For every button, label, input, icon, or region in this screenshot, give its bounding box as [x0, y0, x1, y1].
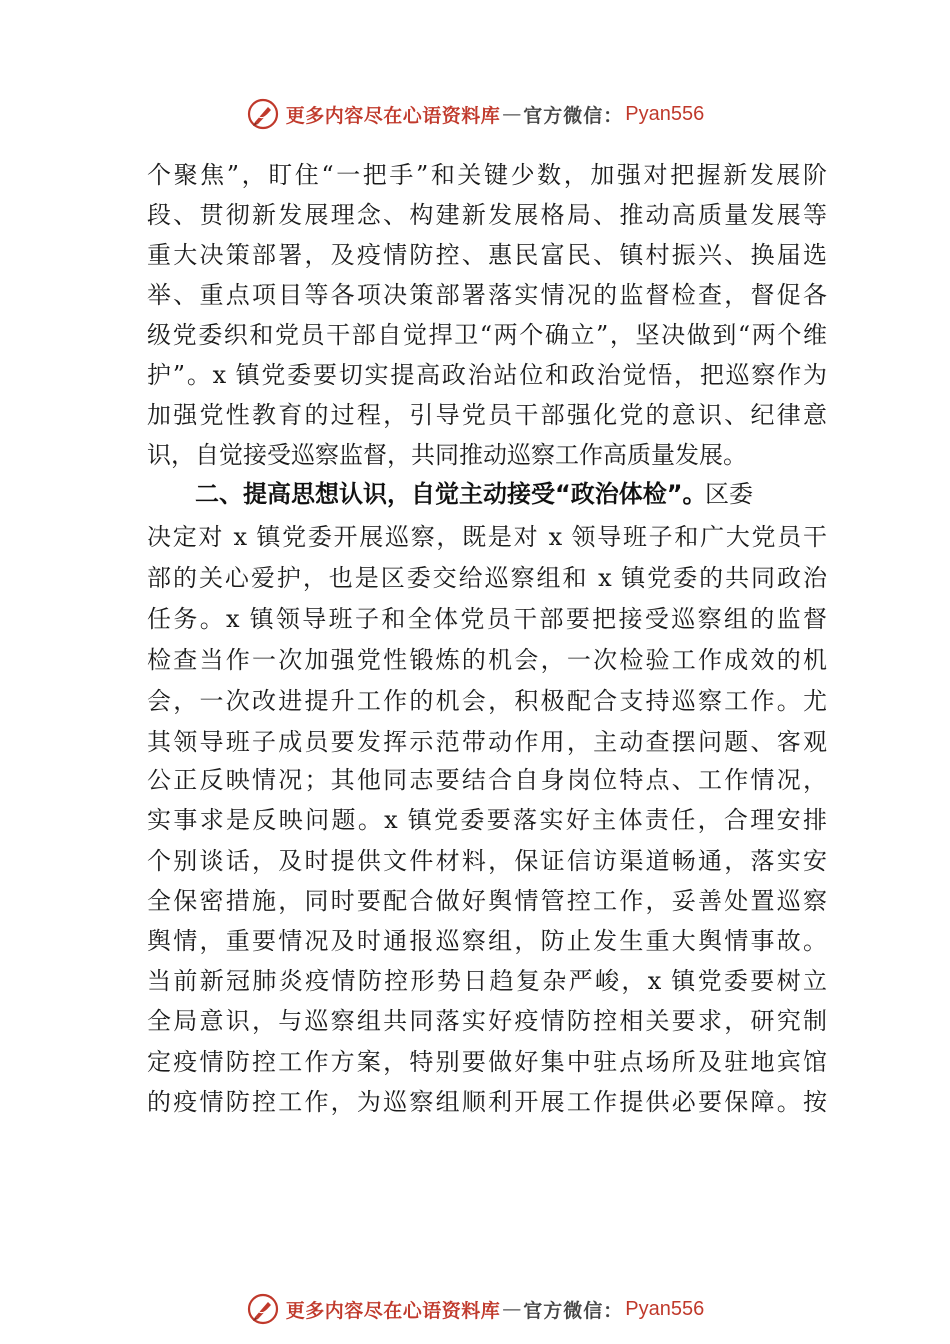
body-line: 段、贯彻新发展理念、构建新发展格局、推动高质量发展等	[147, 201, 827, 229]
body-line: 识，自觉接受巡察监督，共同推动巡察工作高质量发展。	[147, 441, 747, 469]
body-line: 定疫情防控工作方案，特别要做好集中驻点场所及驻地宾馆	[147, 1048, 827, 1076]
banner-wechat-account: Pyan556	[625, 1297, 705, 1320]
body-line: 的疫情防控工作，为巡察组顺利开展工作提供必要保障。按	[147, 1088, 827, 1116]
banner-wechat-account: Pyan556	[625, 102, 705, 125]
body-line: 个别谈话，及时提供文件材料，保证信访渠道畅通，落实安	[147, 847, 827, 875]
pen-logo-icon	[246, 1292, 280, 1326]
body-line: 检查当作一次加强党性锻炼的机会，一次检验工作成效的机	[147, 646, 827, 674]
body-line: 任务。x 镇领导班子和全体党员干部要把接受巡察组的监督	[147, 605, 827, 633]
body-line: 其领导班子成员要发挥示范带动作用，主动查摆问题、客观	[147, 728, 827, 756]
body-line: 当前新冠肺炎疫情防控形势日趋复杂严峻，x 镇党委要树立	[147, 967, 827, 995]
banner-wechat-label: 官方微信：	[523, 104, 624, 127]
footer-banner	[0, 1289, 950, 1329]
body-line: 举、重点项目等各项决策部署落实情况的监督检查，督促各	[147, 281, 827, 309]
body-line: 公正反映情况；其他同志要结合自身岗位特点、工作情况，	[147, 766, 827, 794]
banner-wechat-label: 官方微信：	[523, 1299, 624, 1322]
banner-separator: —	[502, 1298, 522, 1320]
banner-brand: 更多内容尽在心语资料库	[285, 104, 501, 127]
body-line: 级党委织和党员干部自觉捍卫“两个确立”，坚决做到“两个维	[147, 321, 827, 349]
body-line: 实事求是反映问题。x 镇党委要落实好主体责任，合理安排	[147, 806, 827, 834]
banner-separator: —	[502, 103, 522, 125]
body-line: 个聚焦”，盯住“一把手”和关键少数，加强对把握新发展阶	[147, 161, 827, 189]
section-heading-tail: 区委	[705, 480, 753, 508]
header-banner	[0, 94, 950, 134]
pen-logo-icon	[246, 97, 280, 131]
body-line: 部的关心爱护，也是区委交给巡察组和 x 镇党委的共同政治	[147, 564, 827, 592]
section-heading: 二、提高思想认识，自觉主动接受“政治体检”。	[195, 480, 707, 508]
body-line: 全局意识，与巡察组共同落实好疫情防控相关要求，研究制	[147, 1007, 827, 1035]
body-line: 护”。x 镇党委要切实提高政治站位和政治觉悟，把巡察作为	[147, 361, 827, 389]
body-line: 舆情，重要情况及时通报巡察组，防止发生重大舆情事故。	[147, 927, 827, 955]
body-line: 决定对 x 镇党委开展巡察，既是对 x 领导班子和广大党员干	[147, 523, 827, 551]
body-line: 会，一次改进提升工作的机会，积极配合支持巡察工作。尤	[147, 687, 827, 715]
banner-brand: 更多内容尽在心语资料库	[285, 1299, 501, 1322]
body-line: 全保密措施，同时要配合做好舆情管控工作，妥善处置巡察	[147, 887, 827, 915]
body-line: 加强党性教育的过程，引导党员干部强化党的意识、纪律意	[147, 401, 827, 429]
body-line: 重大决策部署，及疫情防控、惠民富民、镇村振兴、换届选	[147, 241, 827, 269]
